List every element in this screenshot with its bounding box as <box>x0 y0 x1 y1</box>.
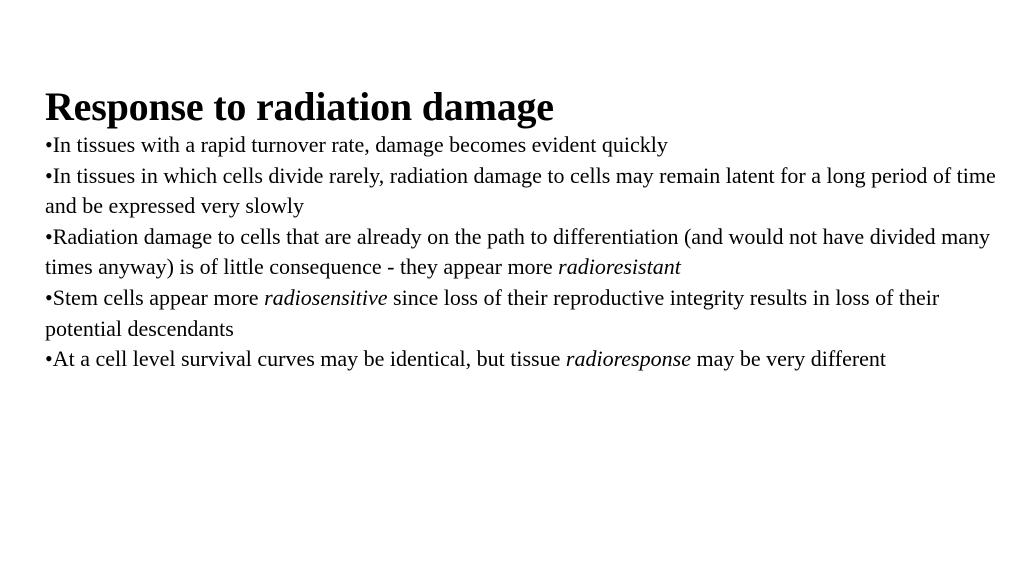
bullet-text: At a cell level survival curves may be identical, but tissue <box>52 346 566 372</box>
bullet-text-continued: since loss of their reproductive integrity results in loss of their potential descendants <box>45 284 940 341</box>
bullet-item <box>45 130 1010 161</box>
bullet-item <box>45 344 1010 375</box>
bullet-marker: • <box>45 284 53 310</box>
bullet-marker: • <box>45 132 53 157</box>
bullet-text: In tissues with a rapid turnover rate, damage becomes evident quickly <box>52 132 668 157</box>
bullet-emphasis: radioresponse <box>565 346 691 372</box>
bullet-text-continued: may be very different <box>690 346 887 372</box>
slide-title: Response to radiation damage <box>45 84 554 129</box>
bullet-item <box>45 283 1010 344</box>
bullet-list <box>45 130 1010 375</box>
slide-content <box>45 84 1010 375</box>
bullet-item <box>45 161 1010 222</box>
bullet-text: Stem cells appear more <box>52 284 265 310</box>
bullet-text: Radiation damage to cells that are already on the path to differentiation (and would not have divided many times anyway) is of little consequence - they appear more <box>45 223 991 280</box>
bullet-emphasis: radiosensitive <box>264 284 388 310</box>
bullet-text: In tissues in which cells divide rarely, radiation damage to cells may remain latent for a long period of time and be expressed very slowly <box>45 162 996 219</box>
bullet-emphasis: radioresistant <box>558 254 681 280</box>
bullet-marker: • <box>45 162 53 188</box>
bullet-marker: • <box>45 346 53 372</box>
bullet-item <box>45 222 1010 283</box>
bullet-marker: • <box>45 223 53 249</box>
